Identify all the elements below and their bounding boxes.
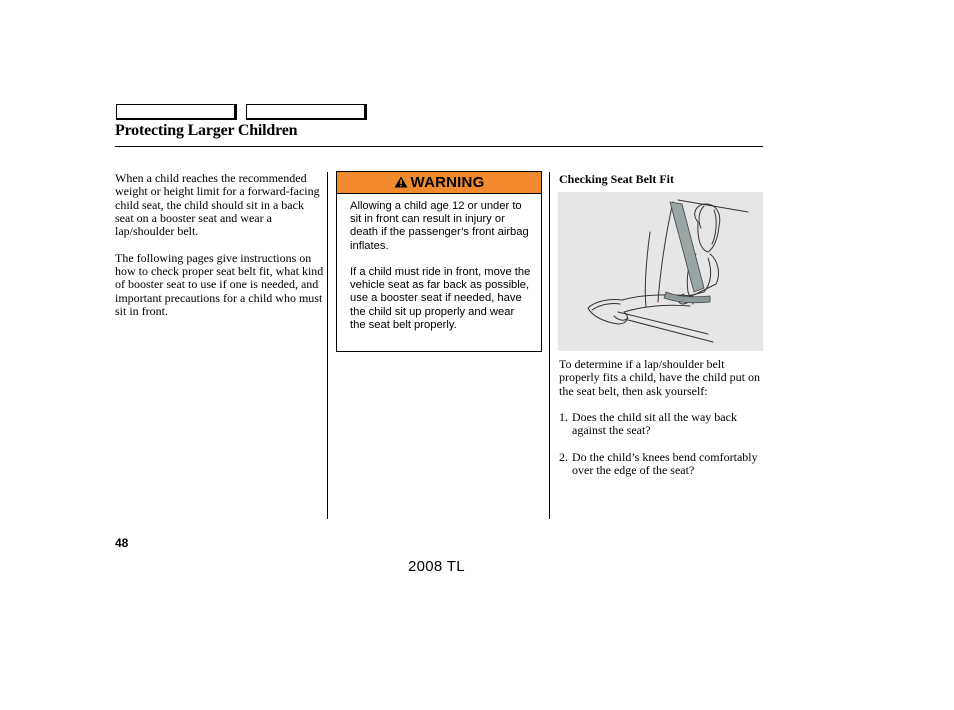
warning-paragraph-2: If a child must ride in front, move the vehicle seat as far back as possible, use a booster seat if needed, have the child sit up properly and wear the seat belt properly.	[350, 266, 531, 331]
list-item-number: 1.	[559, 410, 568, 425]
intro-paragraph-1: When a child reaches the recommended weight or height limit for a forward-facing child seat, the child should sit in a back seat on a booster seat and wear a lap/shoulder belt.	[115, 171, 320, 239]
list-item	[559, 451, 764, 478]
warning-body	[337, 194, 541, 332]
child-seatbelt-figure-icon	[558, 192, 763, 351]
title-divider	[115, 146, 763, 147]
warning-triangle-icon	[394, 176, 408, 188]
warning-box	[336, 171, 542, 352]
page-number: 48	[115, 536, 129, 550]
intro-paragraph-2: The following pages give instructions on how to check proper seat belt fit, what kind of booster seat to use if one is needed, and important precautions for a child who must sit in front.	[115, 250, 324, 318]
warning-label: WARNING	[410, 174, 485, 191]
page-title: Protecting Larger Children	[115, 122, 298, 139]
list-item-text: Do the child’s knees bend comfortably over the edge of the seat?	[572, 450, 758, 478]
child-seat-belt-illustration	[558, 192, 763, 351]
nav-tab-box-2[interactable]	[246, 104, 367, 120]
column-divider-2	[549, 172, 550, 519]
nav-tab-box-1[interactable]	[116, 104, 237, 120]
warning-paragraph-1: Allowing a child age 12 or under to sit in front can result in injury or death if the passenger’s front airbag inflates.	[350, 200, 529, 252]
section-heading: Checking Seat Belt Fit	[559, 172, 674, 186]
footer-model-year: 2008 TL	[408, 558, 465, 575]
seat-belt-fit-column	[559, 358, 764, 491]
column-divider-1	[327, 172, 328, 519]
list-item-number: 2.	[559, 450, 568, 465]
list-item	[559, 411, 764, 438]
list-item-text: Does the child sit all the way back against the seat?	[572, 410, 737, 438]
warning-header	[337, 172, 541, 194]
seat-belt-fit-intro: To determine if a lap/shoulder belt properly fits a child, have the child put on the seat belt, then ask yourself:	[559, 357, 760, 398]
intro-column	[115, 172, 325, 332]
